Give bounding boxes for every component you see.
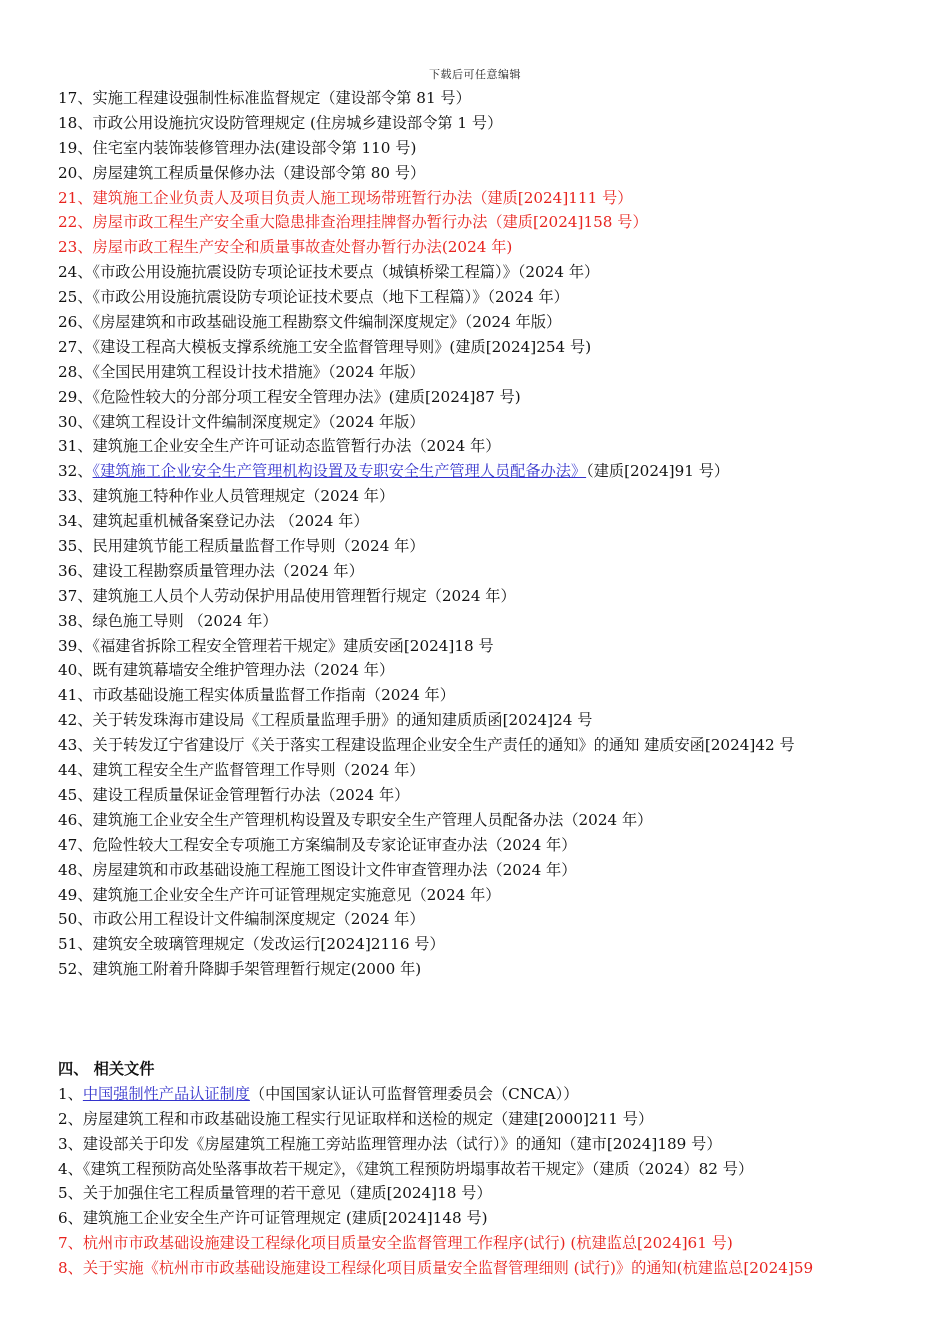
list-item: [58, 161, 938, 186]
item-text: 建筑施工人员个人劳动保护用品使用管理暂行规定（2024 年）: [92, 586, 516, 605]
list-item: [58, 459, 938, 484]
item-number: 4、: [58, 1159, 83, 1178]
item-text: 建筑施工企业安全生产许可证管理规定实施意见（2024 年）: [92, 885, 501, 904]
item-text: 《福建省拆除工程安全管理若干规定》建质安函[2024]18 号: [92, 636, 494, 655]
list-item: [58, 285, 938, 310]
item-text: 房屋建筑工程和市政基础设施工程实行见证取样和送检的规定（建建[2000]211 号）: [82, 1109, 654, 1128]
document-link[interactable]: 《建筑施工企业安全生产管理机构设置及专职安全生产管理人员配备办法》: [92, 462, 587, 481]
item-text: 市政公用工程设计文件编制深度规定（2024 年）: [92, 910, 425, 929]
item-text: 既有建筑幕墙安全维护管理办法（2024 年）: [92, 661, 395, 680]
item-number: 43、: [58, 736, 93, 755]
item-text: 建设工程质量保证金管理暂行办法（2024 年）: [92, 785, 410, 804]
item-text: 危险性较大工程安全专项施工方案编制及专家论证审查办法（2024 年）: [92, 835, 577, 854]
section-related-documents: [58, 1057, 938, 1281]
list-item: [58, 235, 938, 260]
item-number: 29、: [58, 387, 93, 406]
item-text: 《建筑工程预防高处坠落事故若干规定》，《建筑工程预防坍塌事故若干规定》（建质（2024）82 号）: [82, 1159, 754, 1178]
list-item: [58, 1082, 938, 1107]
list-item: [58, 1256, 938, 1281]
list-item: [58, 385, 938, 410]
item-number: 21、: [58, 188, 93, 207]
item-text: 建筑工程安全生产监督管理工作导则（2024 年）: [92, 761, 425, 780]
list-item: [58, 932, 938, 957]
list-item: [58, 86, 938, 111]
item-number: 50、: [58, 910, 93, 929]
item-text: 住宅室内装饰装修管理办法(建设部令第 110 号): [92, 138, 417, 157]
list-item: [58, 833, 938, 858]
item-text: 建筑施工特种作业人员管理规定（2024 年）: [92, 487, 395, 506]
item-text: 建筑安全玻璃管理规定（发改运行[2024]2116 号）: [92, 935, 445, 954]
item-number: 31、: [58, 437, 93, 456]
item-text: （建质[2024]91 号）: [586, 462, 730, 481]
list-item: [58, 1181, 938, 1206]
item-number: 51、: [58, 935, 93, 954]
list-item: [58, 584, 938, 609]
related-documents-list: [58, 1082, 938, 1281]
regulations-list: [58, 86, 938, 982]
item-number: 38、: [58, 611, 93, 630]
item-text: 建筑起重机械备案登记办法 （2024 年）: [92, 512, 369, 531]
page-header: 下载后可任意编辑: [429, 68, 521, 81]
item-text: 建筑施工企业安全生产许可证动态监管暂行办法（2024 年）: [92, 437, 501, 456]
list-item: [58, 410, 938, 435]
item-number: 28、: [58, 362, 93, 381]
list-item: [58, 434, 938, 459]
item-number: 18、: [58, 113, 93, 132]
item-number: 45、: [58, 785, 93, 804]
item-number: 7、: [58, 1234, 83, 1253]
list-item: [58, 111, 938, 136]
item-number: 52、: [58, 960, 93, 979]
list-item: [58, 609, 938, 634]
item-text: 建筑施工附着升降脚手架管理暂行规定(2000 年): [92, 960, 422, 979]
item-number: 6、: [58, 1209, 83, 1228]
item-text: 关于加强住宅工程质量管理的若干意见（建质[2024]18 号）: [82, 1184, 492, 1203]
item-number: 32、: [58, 462, 93, 481]
item-text: 关于实施《杭州市市政基础设施建设工程绿化项目质量安全监督管理细则 (试行)》的通知(杭建监总[2024]59: [82, 1259, 814, 1278]
item-number: 48、: [58, 860, 93, 879]
list-item: [58, 733, 938, 758]
list-item: [58, 260, 938, 285]
item-number: 1、: [58, 1084, 83, 1103]
item-number: 23、: [58, 238, 93, 257]
item-number: 33、: [58, 487, 93, 506]
list-item: [58, 1157, 938, 1182]
item-text: 《房屋建筑和市政基础设施工程勘察文件编制深度规定》（2024 年版）: [92, 313, 562, 332]
list-item: [58, 509, 938, 534]
section-title: 四、 相关文件: [58, 1060, 155, 1078]
list-item: [58, 858, 938, 883]
list-item: [58, 758, 938, 783]
item-text: 《市政公用设施抗震设防专项论证技术要点（地下工程篇）》（2024 年）: [92, 288, 569, 307]
list-item: [58, 883, 938, 908]
item-text: 实施工程建设强制性标准监督规定（建设部令第 81 号）: [92, 89, 471, 107]
item-number: 8、: [58, 1259, 83, 1278]
item-text: （中国国家认证认可监督管理委员会（CNCA））: [249, 1084, 579, 1103]
item-number: 3、: [58, 1134, 83, 1153]
list-item: [58, 634, 938, 659]
item-text: 房屋市政工程生产安全重大隐患排查治理挂牌督办暂行办法（建质[2024]158 号）: [92, 213, 648, 232]
item-text: 房屋建筑工程质量保修办法（建设部令第 80 号）: [92, 163, 426, 182]
item-text: 建设部关于印发《房屋建筑工程施工旁站监理管理办法（试行）》的通知（建市[2024]189 号）: [82, 1134, 722, 1153]
item-text: 市政公用设施抗灾设防管理规定 (住房城乡建设部令第 1 号）: [92, 113, 503, 132]
item-number: 37、: [58, 586, 93, 605]
item-text: 《建设工程高大模板支撑系统施工安全监督管理导则》(建质[2024]254 号): [92, 337, 592, 356]
item-number: 47、: [58, 835, 93, 854]
item-number: 30、: [58, 412, 93, 431]
item-number: 41、: [58, 686, 93, 705]
item-text: 建设工程勘察质量管理办法（2024 年）: [92, 561, 364, 580]
list-item: [58, 783, 938, 808]
document-link[interactable]: 中国强制性产品认证制度: [82, 1084, 250, 1103]
list-item: [58, 957, 938, 982]
list-item: [58, 1132, 938, 1157]
item-number: 22、: [58, 213, 93, 232]
item-number: 40、: [58, 661, 93, 680]
list-item: [58, 708, 938, 733]
list-item: [58, 360, 938, 385]
item-number: 35、: [58, 537, 93, 556]
item-number: 17、: [58, 89, 93, 107]
item-text: 关于转发辽宁省建设厅《关于落实工程建设监理企业安全生产责任的通知》的通知 建质安函[2024]42 号: [92, 736, 795, 755]
item-number: 44、: [58, 761, 93, 780]
item-text: 《市政公用设施抗震设防专项论证技术要点（城镇桥梁工程篇）》（2024 年）: [92, 263, 600, 282]
item-number: 42、: [58, 711, 93, 730]
item-text: 民用建筑节能工程质量监督工作导则（2024 年）: [92, 537, 425, 556]
item-number: 19、: [58, 138, 93, 157]
item-number: 20、: [58, 163, 93, 182]
item-text: 建筑施工企业安全生产管理机构设置及专职安全生产管理人员配备办法（2024 年）: [92, 810, 653, 829]
item-text: 建筑施工企业安全生产许可证管理规定 (建质[2024]148 号): [82, 1209, 488, 1228]
item-number: 24、: [58, 263, 93, 282]
item-text: 杭州市市政基础设施建设工程绿化项目质量安全监督管理工作程序(试行) (杭建监总[2024]61 号): [82, 1234, 733, 1253]
item-number: 36、: [58, 561, 93, 580]
item-number: 25、: [58, 288, 93, 307]
item-number: 27、: [58, 337, 93, 356]
item-text: 房屋市政工程生产安全和质量事故查处督办暂行办法(2024 年): [92, 238, 513, 257]
list-item: [58, 683, 938, 708]
item-text: 关于转发珠海市建设局《工程质量监理手册》的通知建质质函[2024]24 号: [92, 711, 593, 730]
item-number: 2、: [58, 1109, 83, 1128]
list-item: [58, 484, 938, 509]
item-number: 49、: [58, 885, 93, 904]
item-number: 5、: [58, 1184, 83, 1203]
item-text: 房屋建筑和市政基础设施工程施工图设计文件审查管理办法（2024 年）: [92, 860, 577, 879]
list-item: [58, 907, 938, 932]
item-text: 建筑施工企业负责人及项目负责人施工现场带班暂行办法（建质[2024]111 号）: [92, 188, 633, 207]
item-text: 市政基础设施工程实体质量监督工作指南（2024 年）: [92, 686, 455, 705]
list-item: [58, 534, 938, 559]
item-text: 《建筑工程设计文件编制深度规定》（2024 年版）: [92, 412, 425, 431]
list-item: [58, 1206, 938, 1231]
list-item: [58, 1107, 938, 1132]
item-number: 26、: [58, 313, 93, 332]
list-item: [58, 658, 938, 683]
list-item: [58, 310, 938, 335]
list-item: [58, 186, 938, 211]
item-text: 绿色施工导则 （2024 年）: [92, 611, 278, 630]
item-text: 《全国民用建筑工程设计技术措施》（2024 年版）: [92, 362, 425, 381]
list-item: [58, 1231, 938, 1256]
list-item: [58, 808, 938, 833]
item-text: 《危险性较大的分部分项工程安全管理办法》(建质[2024]87 号): [92, 387, 521, 406]
list-item: [58, 210, 938, 235]
list-item: [58, 335, 938, 360]
list-item: [58, 559, 938, 584]
item-number: 34、: [58, 512, 93, 531]
item-number: 46、: [58, 810, 93, 829]
list-item: [58, 136, 938, 161]
item-number: 39、: [58, 636, 93, 655]
